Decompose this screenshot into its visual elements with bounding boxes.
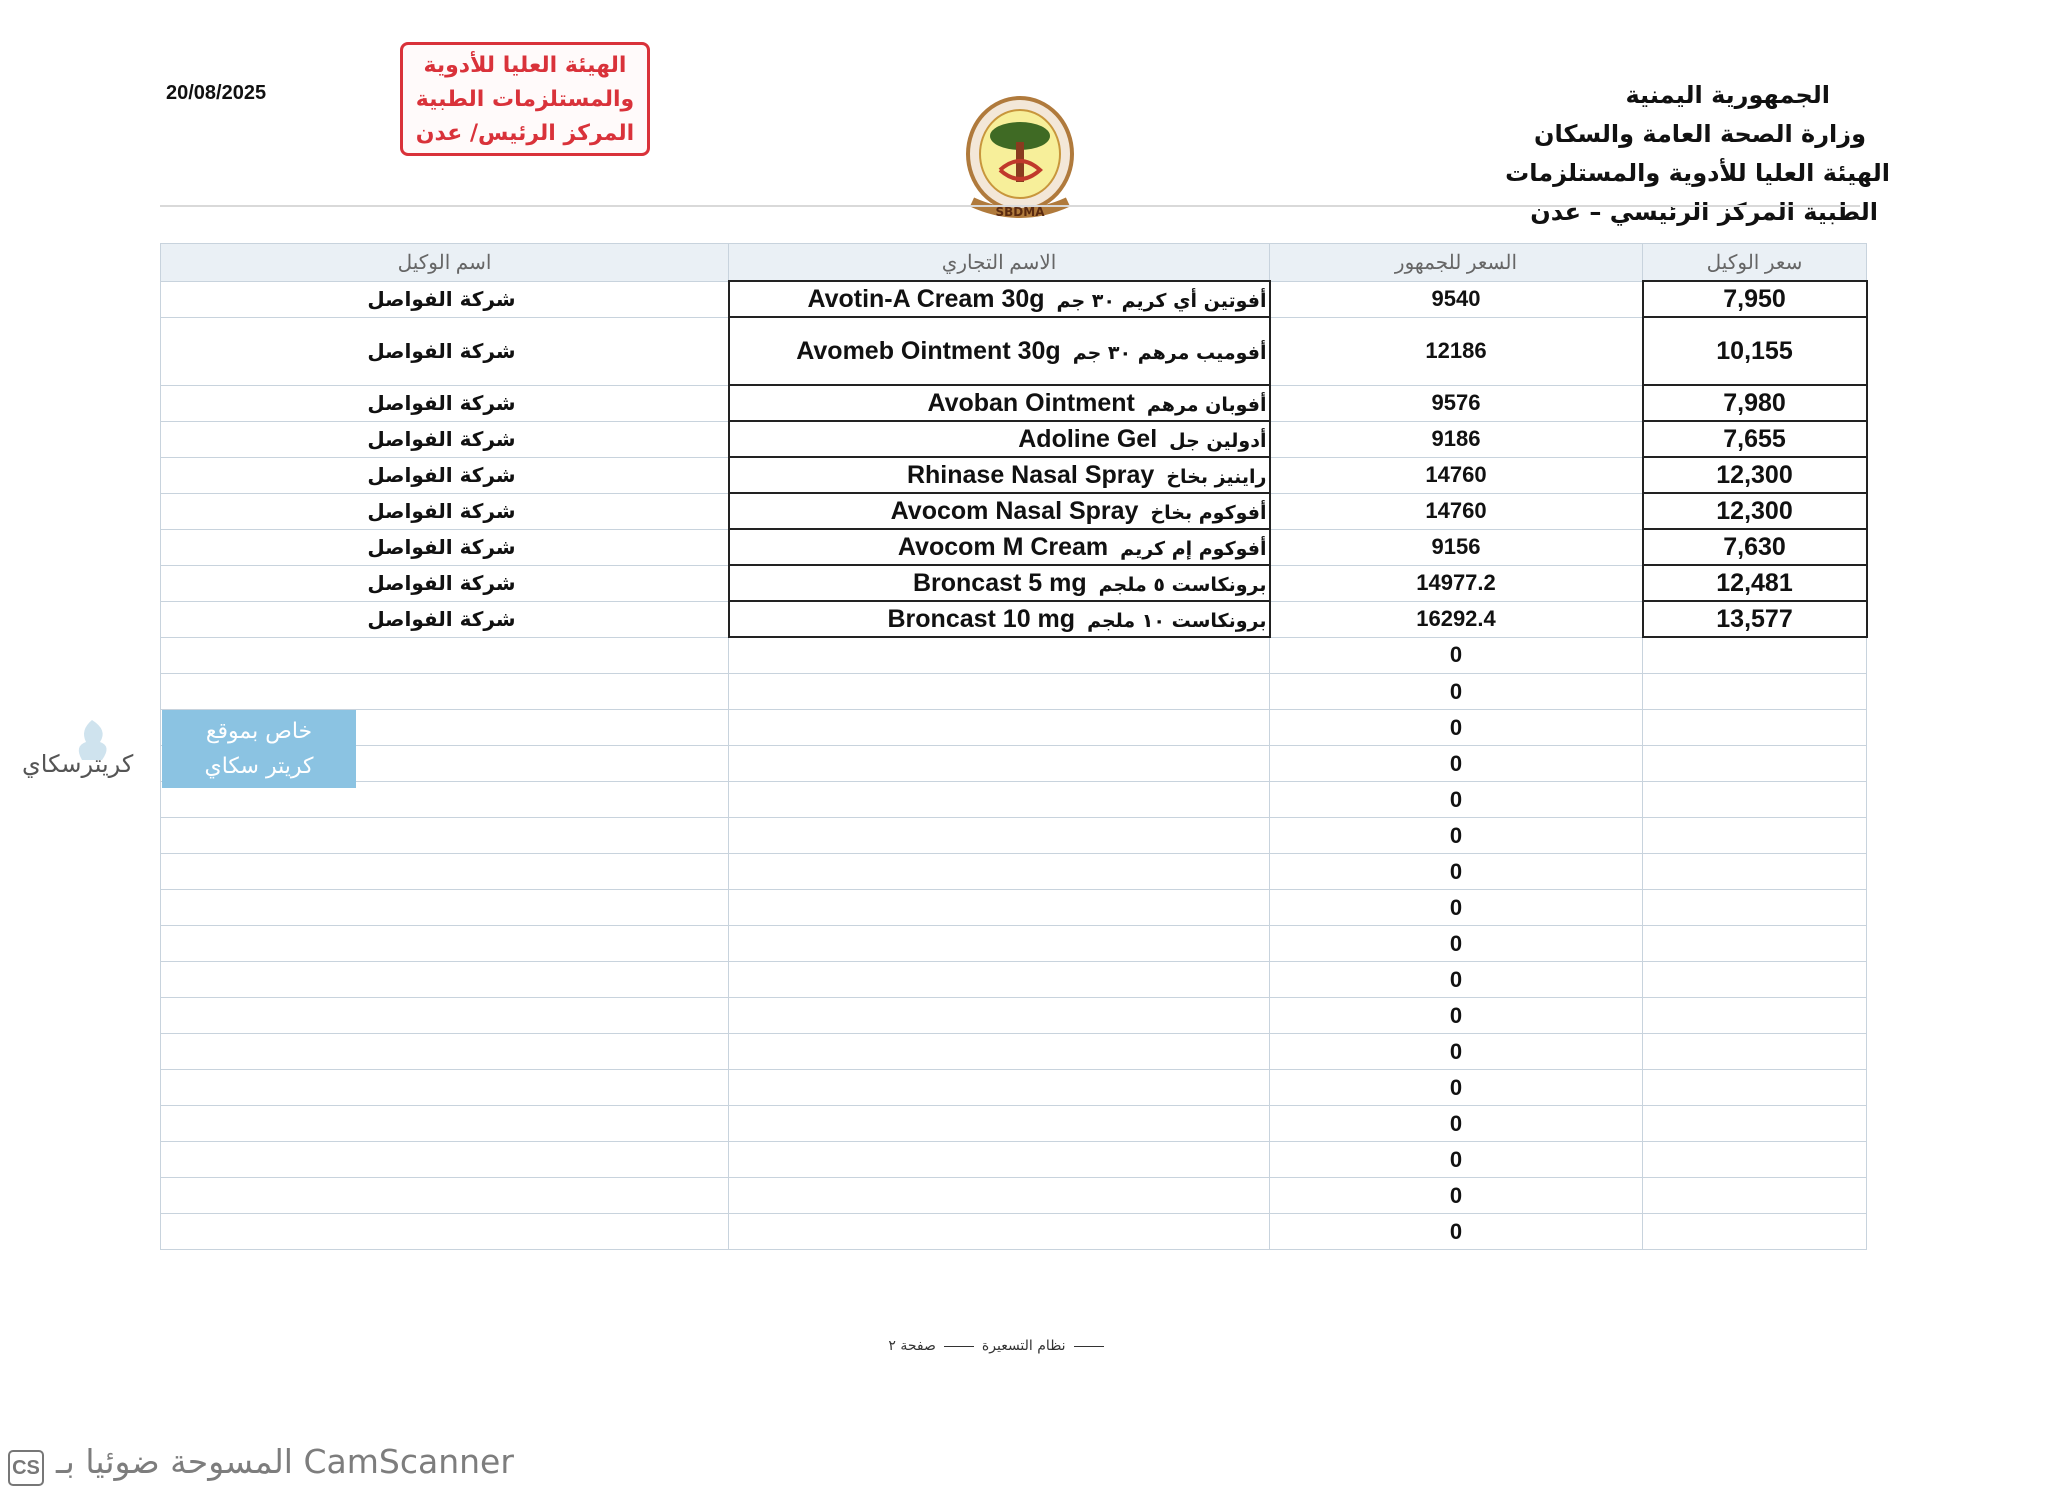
agent-name-cell: شركة الفواصل xyxy=(161,281,729,317)
price-table xyxy=(160,243,1866,1250)
agent-price-cell xyxy=(1643,1034,1867,1070)
agent-name-cell xyxy=(161,1106,729,1142)
agent-price-cell xyxy=(1643,1214,1867,1250)
trade-name-cell xyxy=(729,421,1270,457)
public-price-cell: 9576 xyxy=(1270,385,1643,421)
table-row-empty xyxy=(161,1142,1867,1178)
agent-price-cell xyxy=(1643,926,1867,962)
agent-price-cell: 12,481 xyxy=(1643,565,1867,601)
public-price-cell: 0 xyxy=(1270,782,1643,818)
public-price-cell: 0 xyxy=(1270,818,1643,854)
agent-name-cell: شركة الفواصل xyxy=(161,565,729,601)
agent-name-cell xyxy=(161,854,729,890)
table-body xyxy=(161,281,1867,1250)
agent-name-cell xyxy=(161,890,729,926)
table-row-empty xyxy=(161,854,1867,890)
agent-name-cell: شركة الفواصل xyxy=(161,385,729,421)
public-price-cell: 0 xyxy=(1270,1178,1643,1214)
table-row-empty xyxy=(161,962,1867,998)
agent-price-cell xyxy=(1643,890,1867,926)
agent-price-cell xyxy=(1643,637,1867,674)
header-divider xyxy=(160,205,1860,207)
trade-name-cell xyxy=(729,1178,1270,1214)
trade-name-cell xyxy=(729,1034,1270,1070)
public-price-cell: 0 xyxy=(1270,1070,1643,1106)
agent-name-cell xyxy=(161,1178,729,1214)
agent-price-cell: 7,630 xyxy=(1643,529,1867,565)
table-row-empty xyxy=(161,1070,1867,1106)
trade-name-cell xyxy=(729,782,1270,818)
column-header-agent-price: سعر الوكيل xyxy=(1643,244,1867,282)
public-price-cell: 0 xyxy=(1270,854,1643,890)
agent-name-cell: شركة الفواصل xyxy=(161,601,729,637)
agent-name-cell: شركة الفواصل xyxy=(161,421,729,457)
public-price-cell: 9156 xyxy=(1270,529,1643,565)
trade-name-cell xyxy=(729,637,1270,674)
footer-system: نظام التسعيرة xyxy=(981,1338,1066,1354)
agent-name-cell xyxy=(161,998,729,1034)
agent-price-cell xyxy=(1643,674,1867,710)
page-footer xyxy=(880,1338,1120,1354)
trade-name-cell xyxy=(729,565,1270,601)
trade-name-cell xyxy=(729,1142,1270,1178)
table-row xyxy=(161,421,1867,457)
public-price-cell: 9186 xyxy=(1270,421,1643,457)
agent-name-cell xyxy=(161,637,729,674)
public-price-cell: 12186 xyxy=(1270,317,1643,385)
footer-page: صفحة ٢ xyxy=(888,1338,936,1354)
logo-text: SBDMA xyxy=(995,205,1045,219)
authority-stamp xyxy=(400,42,650,156)
table-row xyxy=(161,317,1867,385)
agent-price-cell xyxy=(1643,1070,1867,1106)
trade-name-cell xyxy=(729,890,1270,926)
agent-price-cell xyxy=(1643,854,1867,890)
trade-name-en: Avomeb Ointment 30g xyxy=(796,336,1061,365)
agent-price-cell xyxy=(1643,1142,1867,1178)
public-price-cell: 0 xyxy=(1270,746,1643,782)
trade-name-cell xyxy=(729,674,1270,710)
stamp-line: والمستلزمات الطبية xyxy=(415,87,635,112)
table-header-row xyxy=(161,244,1867,282)
public-price-cell: 14977.2 xyxy=(1270,565,1643,601)
header-line: وزارة الصحة العامة والسكان xyxy=(1534,120,1866,148)
trade-name-ar: أفوكوم إم كريم xyxy=(1120,537,1267,560)
camscanner-icon: CS xyxy=(8,1450,44,1486)
agent-name-cell xyxy=(161,1070,729,1106)
trade-name-cell xyxy=(729,998,1270,1034)
trade-name-cell xyxy=(729,1214,1270,1250)
public-price-cell: 0 xyxy=(1270,962,1643,998)
trade-name-ar: أفوبان مرهم xyxy=(1146,393,1267,416)
agent-name-cell: شركة الفواصل xyxy=(161,529,729,565)
agent-name-cell xyxy=(161,674,729,710)
footer-rule xyxy=(944,1346,974,1347)
trade-name-cell xyxy=(729,962,1270,998)
public-price-cell: 0 xyxy=(1270,890,1643,926)
table-row xyxy=(161,493,1867,529)
public-price-cell: 14760 xyxy=(1270,457,1643,493)
trade-name-en: Avotin-A Cream 30g xyxy=(807,284,1045,313)
trade-name-en: Avocom Nasal Spray xyxy=(890,496,1139,525)
agent-price-cell xyxy=(1643,1178,1867,1214)
trade-name-en: Rhinase Nasal Spray xyxy=(906,460,1155,489)
agent-price-cell xyxy=(1643,818,1867,854)
public-price-cell: 16292.4 xyxy=(1270,601,1643,637)
public-price-cell: 0 xyxy=(1270,674,1643,710)
table-row-empty xyxy=(161,926,1867,962)
table-row xyxy=(161,529,1867,565)
stamp-line: الهيئة العليا للأدوية xyxy=(423,53,627,78)
agent-price-cell: 13,577 xyxy=(1643,601,1867,637)
column-header-public-price: السعر للجمهور xyxy=(1270,244,1643,282)
table-row-empty xyxy=(161,746,1867,782)
table-row-empty xyxy=(161,1034,1867,1070)
public-price-cell: 0 xyxy=(1270,1214,1643,1250)
table-row xyxy=(161,281,1867,317)
public-price-cell: 0 xyxy=(1270,1142,1643,1178)
watermark-logo-text: كريترسكاي xyxy=(22,750,134,778)
table-row-empty xyxy=(161,1178,1867,1214)
table-row-empty xyxy=(161,782,1867,818)
public-price-cell: 0 xyxy=(1270,1034,1643,1070)
trade-name-ar: أفوميب مرهم ٣٠ جم xyxy=(1072,341,1267,364)
agent-name-cell xyxy=(161,818,729,854)
trade-name-cell xyxy=(729,818,1270,854)
trade-name-ar: أدولين جل xyxy=(1169,429,1267,452)
trade-name-en: Broncast 5 mg xyxy=(912,568,1087,597)
agent-price-cell xyxy=(1643,998,1867,1034)
agent-price-cell: 12,300 xyxy=(1643,493,1867,529)
trade-name-cell xyxy=(729,529,1270,565)
agent-name-cell: شركة الفواصل xyxy=(161,493,729,529)
trade-name-cell xyxy=(729,854,1270,890)
agent-name-cell xyxy=(161,1034,729,1070)
table-row xyxy=(161,565,1867,601)
table-row xyxy=(161,457,1867,493)
agent-name-cell: شركة الفواصل xyxy=(161,457,729,493)
agent-name-cell xyxy=(161,1142,729,1178)
public-price-cell: 0 xyxy=(1270,998,1643,1034)
column-header-agent-name: اسم الوكيل xyxy=(161,244,729,282)
document-date: 20/08/2025 xyxy=(166,82,267,104)
agent-price-cell: 7,950 xyxy=(1643,281,1867,317)
agent-price-cell xyxy=(1643,962,1867,998)
header-line: الجمهورية اليمنية xyxy=(1625,81,1830,109)
table-row-empty xyxy=(161,890,1867,926)
header-line: الهيئة العليا للأدوية والمستلزمات xyxy=(1505,159,1890,187)
trade-name-en: Avoban Ointment xyxy=(927,388,1135,417)
stamp-line: المركز الرئيس/ عدن xyxy=(415,121,635,146)
table-row-empty xyxy=(161,674,1867,710)
table-row-empty xyxy=(161,710,1867,746)
agent-price-cell xyxy=(1643,1106,1867,1142)
letterhead xyxy=(1505,76,1890,232)
table-row-empty xyxy=(161,1214,1867,1250)
trade-name-cell xyxy=(729,385,1270,421)
trade-name-cell xyxy=(729,281,1270,317)
agent-price-cell: 12,300 xyxy=(1643,457,1867,493)
agent-price-cell xyxy=(1643,746,1867,782)
agent-name-cell xyxy=(161,962,729,998)
watermark-line: خاص بموقع xyxy=(205,719,313,744)
table-row-empty xyxy=(161,637,1867,674)
public-price-cell: 0 xyxy=(1270,637,1643,674)
agent-price-cell: 7,980 xyxy=(1643,385,1867,421)
trade-name-en: Avocom M Cream xyxy=(897,532,1109,561)
camscanner-label: المسوحة ضوئيا بـ CamScanner xyxy=(56,1442,514,1481)
table-row xyxy=(161,385,1867,421)
table-row-empty xyxy=(161,818,1867,854)
trade-name-cell xyxy=(729,1070,1270,1106)
public-price-cell: 9540 xyxy=(1270,281,1643,317)
agent-name-cell xyxy=(161,1214,729,1250)
column-header-trade-name: الاسم التجاري xyxy=(729,244,1270,282)
trade-name-en: Adoline Gel xyxy=(1018,424,1158,453)
agent-price-cell xyxy=(1643,710,1867,746)
trade-name-ar: راينيز بخاخ xyxy=(1166,465,1267,488)
public-price-cell: 0 xyxy=(1270,926,1643,962)
trade-name-cell xyxy=(729,317,1270,385)
agent-price-cell: 7,655 xyxy=(1643,421,1867,457)
header-line: الطبية المركز الرئيسي – عدن xyxy=(1530,198,1878,226)
public-price-cell: 0 xyxy=(1270,710,1643,746)
trade-name-ar: أفوكوم بخاخ xyxy=(1150,501,1267,524)
table-row xyxy=(161,601,1867,637)
trade-name-cell xyxy=(729,601,1270,637)
public-price-cell: 14760 xyxy=(1270,493,1643,529)
table-row-empty xyxy=(161,1106,1867,1142)
trade-name-cell xyxy=(729,710,1270,746)
trade-name-cell xyxy=(729,493,1270,529)
footer-rule xyxy=(1074,1346,1104,1347)
trade-name-cell xyxy=(729,746,1270,782)
watermark-box xyxy=(162,710,356,788)
trade-name-ar: أفوتين أي كريم ٣٠ جم xyxy=(1056,289,1267,312)
agent-price-cell: 10,155 xyxy=(1643,317,1867,385)
agent-name-cell: شركة الفواصل xyxy=(161,317,729,385)
trade-name-ar: برونكاست ١٠ ملجم xyxy=(1087,609,1267,632)
trade-name-ar: برونكاست ٥ ملجم xyxy=(1098,573,1267,596)
trade-name-cell xyxy=(729,926,1270,962)
agent-name-cell xyxy=(161,926,729,962)
table-row-empty xyxy=(161,998,1867,1034)
trade-name-cell xyxy=(729,457,1270,493)
trade-name-cell xyxy=(729,1106,1270,1142)
agent-price-cell xyxy=(1643,782,1867,818)
watermark-line: كريتر سكاي xyxy=(204,754,314,779)
trade-name-en: Broncast 10 mg xyxy=(887,604,1076,633)
public-price-cell: 0 xyxy=(1270,1106,1643,1142)
